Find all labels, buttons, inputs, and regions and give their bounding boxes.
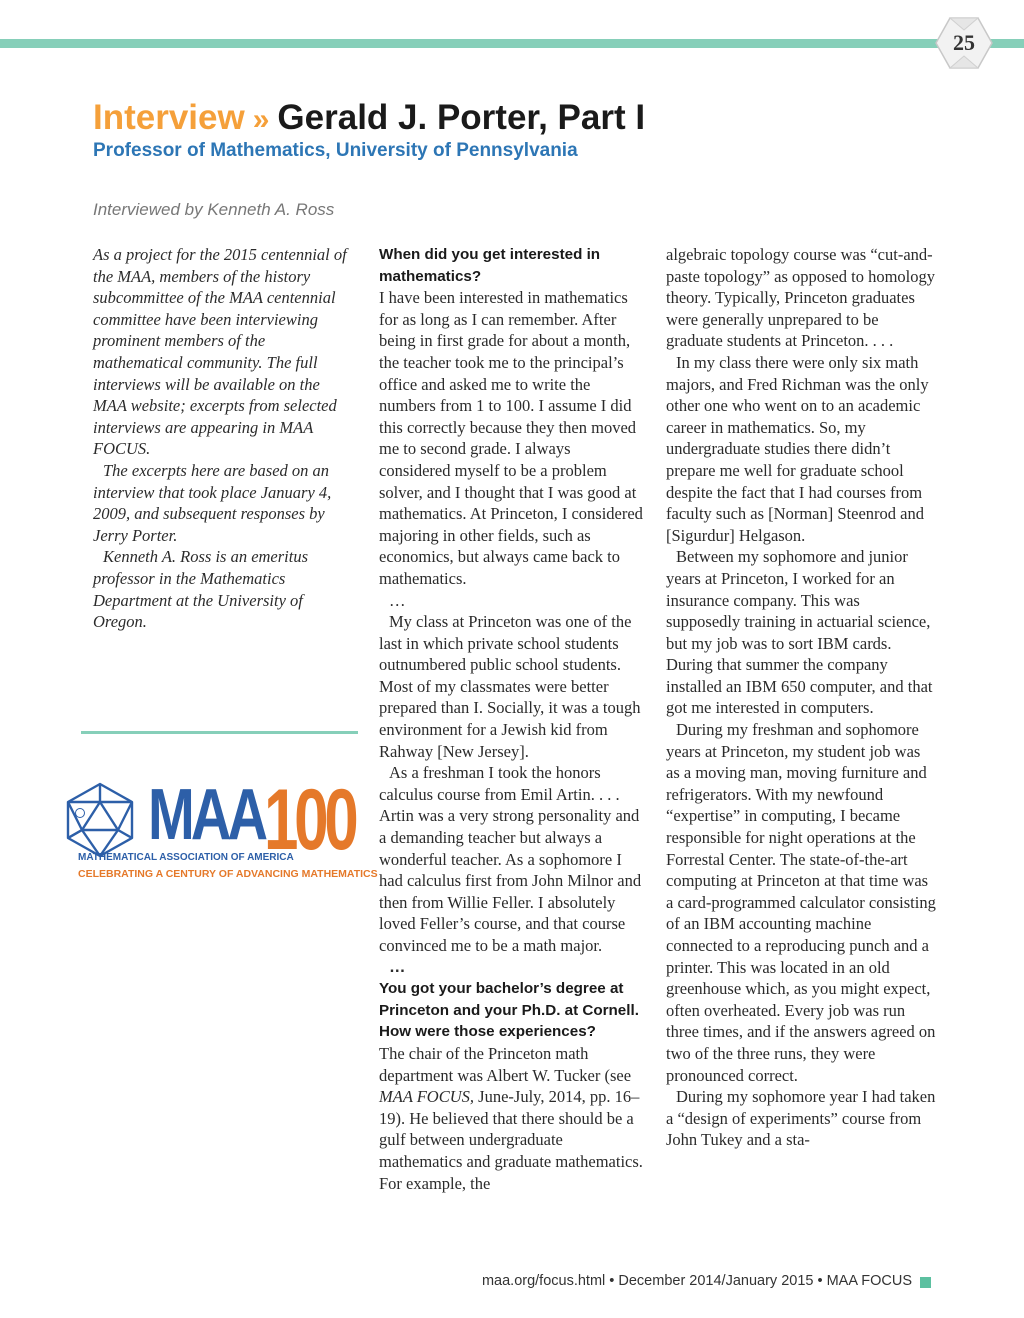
interview-column-3	[666, 244, 936, 1151]
logo-100: 100	[264, 772, 355, 868]
subtitle: Professor of Mathematics, University of Pennsylvania	[93, 140, 578, 161]
logo-org-name: MATHEMATICAL ASSOCIATION OF AMERICA	[78, 852, 294, 863]
top-rule	[0, 39, 1024, 48]
page-title	[93, 96, 645, 142]
ellipsis: …	[389, 590, 406, 610]
maa100-logo	[60, 772, 378, 880]
answer-paragraph: As a freshman I took the honors calculus course from Emil Artin. . . . Artin was a very strong personality and a demanding teacher but always a wonderful teacher. As a sophomore I had calculus first from John Milnor and then from Willie Feller. I absolutely loved Feller’s course, and that course convinced me to be a math major.	[379, 763, 642, 955]
answer-paragraph: Between my sophomore and junior years at Princeton, I worked for an insurance company. This was supposedly training in actuarial science, but my job was to sort IBM cards. During that summer the company installed an IBM 650 computer, and that got me interested in computers.	[666, 547, 933, 718]
answer-paragraph: In my class there were only six math majors, and Fred Richman was the only other one who went on to an academic career in mathematics. So, my undergraduate studies there didn’t prepare me well for graduate school despite the fact that I had courses from faculty such as [Norman] Steenrod and [Sigurdur] Helgason.	[666, 352, 929, 545]
answer-paragraph: During my freshman and sophomore years at Princeton, my student job was as a moving man, moving furniture and refrigerators. With my newfound “expertise” in computing, I became responsible for night operations at the Forrestal Center. The state-of-the-art computing at Princeton at that time was a card-programmed calculator consisting of an IBM accounting machine connected to a reproducing punch and a printer. This was located in an old greenhouse which, as you might expect, often overheated. Every job was run three times, and if the answers agreed on two of the three runs, they were pronounced correct.	[666, 720, 936, 1085]
answer-text: June-July, 2014, pp. 16–19). He believed that there should be a gulf between undergraduate mathematics and graduate mathematics. For example, the	[379, 1087, 643, 1193]
logo-tagline: CELEBRATING A CENTURY OF ADVANCING MATHEMATICS	[78, 868, 378, 880]
publication-name: MAA FOCUS,	[379, 1087, 475, 1107]
page-number: 25	[953, 30, 975, 55]
interview-column-2	[379, 244, 645, 1194]
title-name: Gerald J. Porter, Part I	[277, 98, 646, 137]
byline: Interviewed by Kenneth A. Ross	[93, 200, 335, 219]
section-divider	[81, 731, 358, 734]
answer-text: The chair of the Princeton math department was Albert W. Tucker (see	[379, 1043, 632, 1085]
logo-maa: MAA	[148, 775, 265, 855]
question-heading: You got your bachelor’s degree at Princeton and your Ph.D. at Cornell. How were those experiences?	[379, 980, 639, 1041]
answer-paragraph: I have been interested in mathematics for as long as I can remember. After being in first grade for about a month, the teacher took me to the principal’s office and asked me to write the numbers from 1 to 100. I assume I did this correctly because they then moved me to second grade. I always considered myself to be a problem solver, and I thought that I was good at mathematics. At Princeton, I considered majoring in other fields, such as economics, but always came back to mathematics.	[379, 288, 643, 588]
answer-paragraph: During my sophomore year I had taken a “design of experiments” course from John Tukey and a sta-	[666, 1087, 936, 1150]
intro-column	[93, 244, 355, 633]
page-number-badge	[935, 16, 993, 70]
question-heading: When did you get interested in mathematics?	[379, 246, 601, 285]
ellipsis: …	[389, 957, 406, 976]
answer-paragraph	[379, 1043, 645, 1194]
title-label: Interview	[93, 98, 245, 137]
icosahedron-icon	[60, 780, 140, 860]
intro-paragraph: As a project for the 2015 centennial of the MAA, members of the history subcommittee of the MAA centennial committee have been interviewing prominent members of the mathematical community. The full interviews will be available on the MAA website; excerpts from selected interviews are appearing in MAA FOCUS.	[93, 245, 347, 459]
answer-paragraph: algebraic topology course was “cut-and-paste topology” as opposed to homology theory. Typically, Princeton graduates were generally unprepared to be graduate students at Princeton. . . .	[666, 245, 936, 351]
footer-text: maa.org/focus.html • December 2014/January 2015 • MAA FOCUS	[481, 1273, 912, 1289]
title-separator: »	[252, 103, 270, 136]
intro-paragraph: Kenneth A. Ross is an emeritus professor in the Mathematics Department at the University of Oregon.	[93, 547, 309, 632]
answer-paragraph: My class at Princeton was one of the last in which private school students outnumbered public school students. Most of my classmates were better prepared than I. Socially, it was a tough environment for a Jewish kid from Rahway [New Jersey].	[379, 612, 641, 761]
footer-square-icon	[920, 1277, 931, 1288]
intro-paragraph: The excerpts here are based on an interview that took place January 4, 2009, and subsequent responses by Jerry Porter.	[93, 460, 332, 545]
